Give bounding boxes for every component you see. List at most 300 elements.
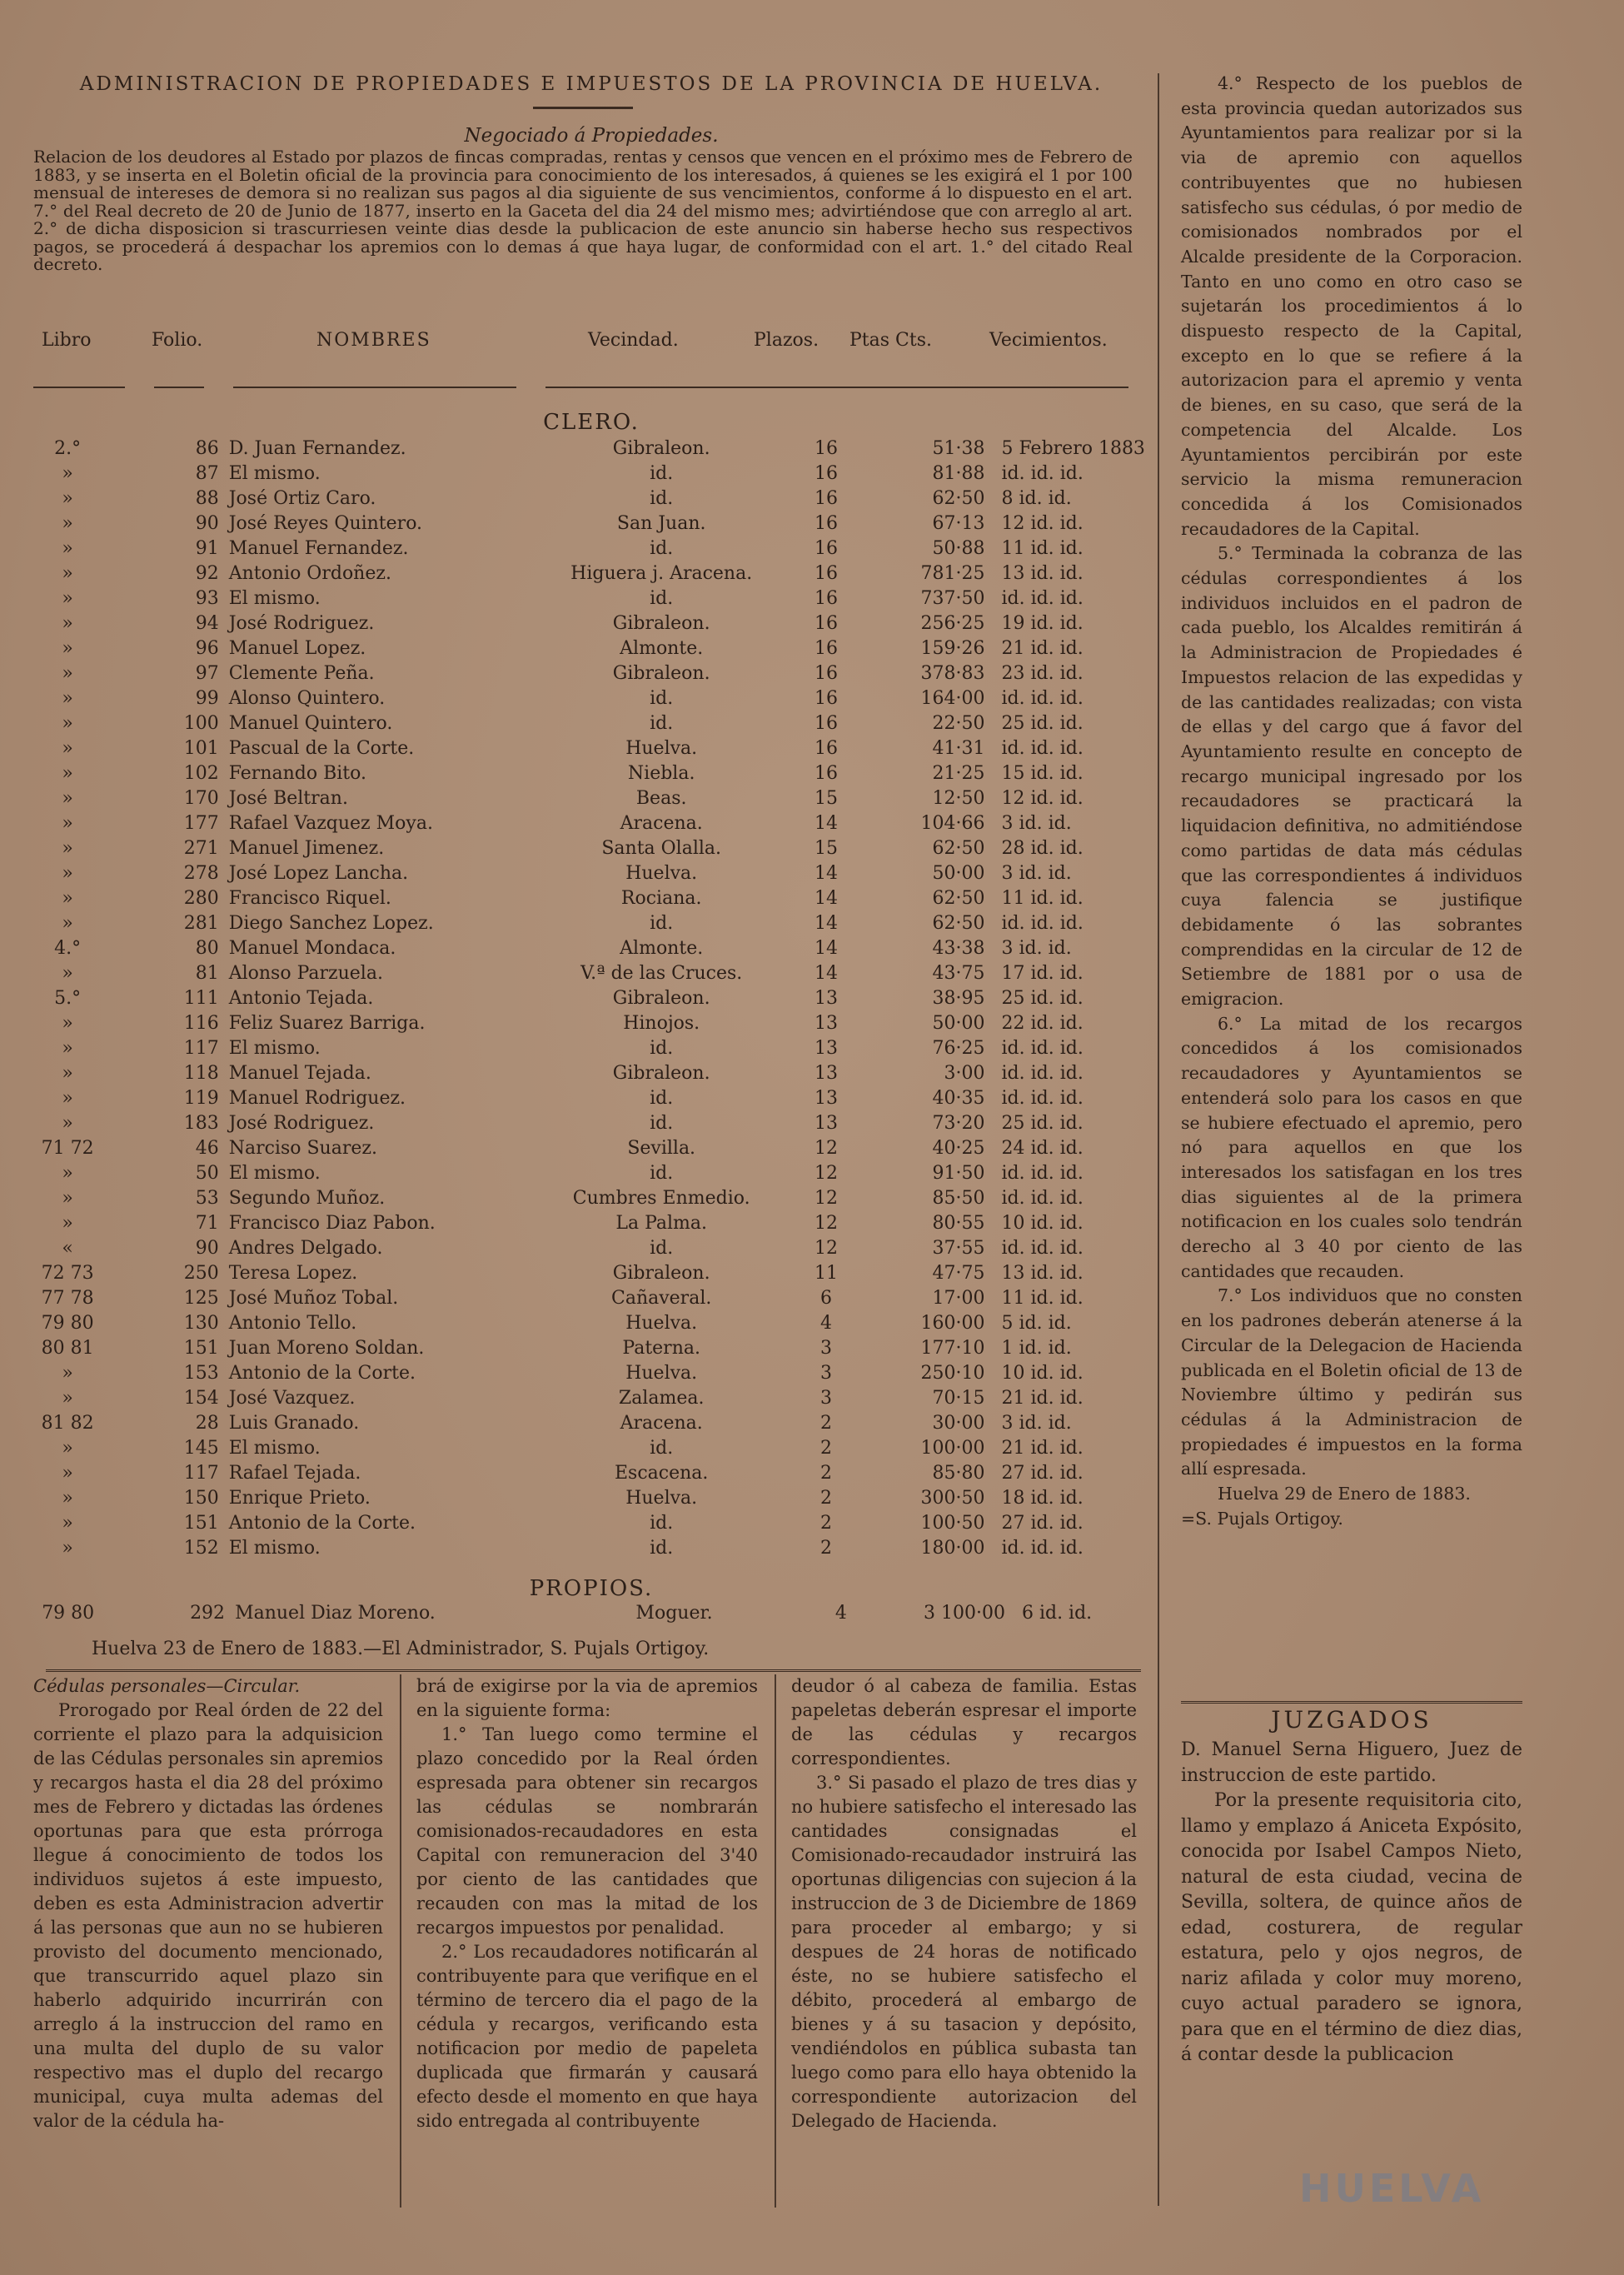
cell-pesetas: 80·55 — [932, 1213, 985, 1234]
cell-vencimiento: 5 id. id. — [1001, 1313, 1072, 1334]
cell-folio: 152 — [183, 1538, 219, 1559]
cell-vecindad: Niebla. — [627, 763, 695, 784]
cell-pesetas: 40·25 — [932, 1138, 985, 1159]
cell-folio: 87 — [195, 463, 219, 484]
cell-folio: 250 — [183, 1263, 219, 1284]
cell-folio: 80 — [195, 938, 219, 959]
header-rule — [233, 387, 516, 388]
table-row — [33, 1186, 1145, 1211]
cell-folio: 91 — [195, 538, 219, 559]
cell-folio: 97 — [195, 663, 219, 684]
cell-folio: 96 — [195, 638, 219, 659]
cell-plazos: 14 — [814, 938, 839, 959]
cell-vecindad: Paterna. — [622, 1338, 700, 1359]
cell-pesetas: 43·75 — [932, 963, 985, 984]
cell-nombre: Juan Moreno Soldan. — [228, 1338, 425, 1359]
cell-vencimiento: 17 id. id. — [1001, 963, 1083, 984]
cell-vecindad: id. — [650, 1088, 674, 1109]
cell-vecindad: Beas. — [635, 788, 687, 809]
cell-plazos: 14 — [814, 863, 839, 884]
cell-libro: » — [62, 1163, 73, 1184]
cell-plazos: 3 — [820, 1338, 833, 1359]
cell-vecindad: id. — [650, 1538, 674, 1559]
cell-nombre: Antonio Ordoñez. — [228, 563, 391, 584]
cell-nombre: Antonio de la Corte. — [228, 1513, 416, 1534]
cell-vencimiento: 3 id. id. — [1001, 813, 1072, 834]
right-paragraph: 4.° Respecto de los pueblos de esta provincia quedan autorizados sus Ayuntamientos para realizar por si la via de apremio con aquellos contribuyentes que no hubiesen satisfecho sus cédulas, ó por medio de comisionados nombrados por el Alcalde presidente de la Corporacion. Tanto en uno como en otro caso se sujetarán los procedimientos á lo dispuesto respecto de la Capital, excepto en lo que se refiere á la autorizacion para el apremio y venta de bienes, en su caso, que será de la competencia del Alcalde. Los Ayuntamientos percibirán por este servicio la misma remuneracion concedida á los Comisionados recaudadores de la Capital. — [1181, 73, 1522, 539]
cell-nombre: El mismo. — [228, 588, 321, 609]
cell-plazos: 2 — [820, 1488, 833, 1509]
cell-folio: 154 — [183, 1388, 219, 1409]
section-divider — [1181, 1701, 1522, 1704]
cell-plazos: 16 — [814, 638, 839, 659]
cell-vencimiento: 21 id. id. — [1001, 638, 1083, 659]
cell-plazos: 16 — [814, 688, 839, 709]
cell-pesetas: 100·50 — [920, 1513, 985, 1534]
cell-pesetas: 62·50 — [932, 488, 985, 509]
cell-vencimiento: 19 id. id. — [1001, 613, 1083, 634]
cell-pesetas: 41·31 — [932, 738, 985, 759]
cell-vecindad: id. — [650, 588, 674, 609]
cell-folio: 81 — [195, 963, 219, 984]
cell-pesetas: 100·00 — [920, 1438, 985, 1459]
table-row — [33, 811, 1145, 836]
cell-vencimiento: id. id. id. — [1001, 1163, 1083, 1184]
table-row — [33, 611, 1145, 636]
table-row — [33, 1511, 1145, 1536]
debtors-table — [33, 437, 1145, 1561]
cell-vencimiento: 11 id. id. — [1001, 1288, 1083, 1309]
cell-libro: 80 81 — [41, 1338, 94, 1359]
cell-plazos: 16 — [814, 513, 839, 534]
cell-folio: 53 — [195, 1188, 219, 1209]
table-row — [33, 686, 1145, 711]
table-row — [33, 736, 1145, 761]
cell-plazos: 16 — [814, 463, 839, 484]
cell-pesetas: 737·50 — [920, 588, 985, 609]
juzgados-body: Por la presente requisitoria cito, llamo y emplazo á Aniceta Expósito, conocida por Isabel Campos Nieto, natural de esta ciudad, vecina de Sevilla, soltera, de quince años de edad, costurera, de regular estatura, pelo y ojos negros, de nariz afilada y color muy moreno, cuyo actual paradero se ignora, para que en el término de diez dias, á contar desde la publicacion — [1181, 1790, 1522, 2065]
table-row — [33, 761, 1145, 786]
cell-nombre: Manuel Quintero. — [228, 713, 393, 734]
cedulas-text: Prorogado por Real órden de 22 del corriente el plazo para la adquisicion de las Cédulas personales sin apremios y recargos hasta el dia 28 del próximo mes de Febrero y dictadas las órdenes oportunas para que esta prórroga llegue á conocimiento de todos los individuos sujetos á este impuesto, deben es esta Administracion advertir á las personas que aun no se hubieren provisto del documento mencionado, que transcurrido aquel plazo sin haberlo adquirido incurrirán con arreglo á la instruccion del ramo en una multa del duplo de su valor respectivo mas el duplo del recargo municipal, cuya multa ademas del valor de la cédula ha- — [33, 1700, 383, 2131]
cell-pesetas: 3 100·00 — [923, 1603, 1005, 1624]
cell-pesetas: 12·50 — [932, 788, 985, 809]
cell-vencimiento: id. id. id. — [1001, 1188, 1083, 1209]
cell-libro: » — [62, 813, 73, 834]
cell-vencimiento: 12 id. id. — [1001, 788, 1083, 809]
cell-vecindad: Moguer. — [635, 1603, 713, 1624]
table-row — [33, 561, 1145, 586]
cell-vecindad: Gibraleon. — [612, 663, 710, 684]
juzgados-heading: JUZGADOS — [1271, 1706, 1432, 1734]
cell-pesetas: 38·95 — [932, 988, 985, 1009]
cell-pesetas: 37·55 — [932, 1238, 985, 1259]
header-ptas: Ptas Cts. — [849, 330, 932, 351]
cell-plazos: 13 — [814, 988, 839, 1009]
cell-nombre: Narciso Suarez. — [228, 1138, 377, 1159]
cell-vecindad: Gibraleon. — [612, 1263, 710, 1284]
cedulas-column-1 — [33, 1674, 383, 2133]
column-separator — [400, 1674, 401, 2208]
table-row — [33, 911, 1145, 936]
table-row — [33, 1161, 1145, 1186]
cell-folio: 292 — [190, 1603, 226, 1624]
cell-nombre: Rafael Tejada. — [228, 1463, 361, 1484]
cell-libro: » — [62, 1388, 73, 1409]
header-nombres: NOMBRES — [316, 330, 431, 351]
title-rule — [533, 107, 633, 109]
intro-paragraph: Relacion de los deudores al Estado por plazos de fincas compradas, rentas y censos que vencen en el próximo mes de Febrero de 1883, y se inserta en el Boletin oficial de la provincia para conocimiento de los interesados, á quienes se les exigirá el 1 por 100 mensual de intereses de demora si no realizan sus pagos al dia siguiente de sus vencimientos, conforme á lo dispuesto en el art. 7.° del Real decreto de 20 de Junio de 1877, inserto en la Gaceta del dia 24 del mismo mes; advirtiéndose que con arreglo al art. 2.° de dicha disposicion si trascurriesen veinte dias desde la publicacion de este anuncio sin haberse hecho sus respectivos pagos, se procederá á despachar los apremios con lo demas á que haya lugar, de conformidad con el art. 1.° del citado Real decreto. — [33, 147, 1133, 274]
cell-libro: » — [62, 638, 73, 659]
cell-pesetas: 76·25 — [932, 1038, 985, 1059]
cell-folio: 101 — [183, 738, 219, 759]
cell-libro: 72 73 — [41, 1263, 94, 1284]
cell-libro: 5.° — [54, 988, 82, 1009]
table-row — [33, 1061, 1145, 1086]
cell-vecindad: La Palma. — [615, 1213, 708, 1234]
table-row — [33, 1111, 1145, 1136]
cell-plazos: 16 — [814, 738, 839, 759]
table-row — [33, 511, 1145, 536]
cell-vecindad: Escacena. — [614, 1463, 709, 1484]
cell-pesetas: 81·88 — [932, 463, 985, 484]
cell-nombre: Manuel Rodriguez. — [228, 1088, 406, 1109]
cell-vencimiento: 3 id. id. — [1001, 1413, 1072, 1434]
cell-folio: 86 — [195, 438, 219, 459]
table-row — [33, 786, 1145, 811]
cell-libro: » — [62, 613, 73, 634]
header-rule — [545, 387, 1128, 388]
cell-libro: » — [62, 1463, 73, 1484]
cell-nombre: Manuel Fernandez. — [228, 538, 409, 559]
cell-vencimiento: 12 id. id. — [1001, 513, 1083, 534]
cell-vencimiento: 13 id. id. — [1001, 1263, 1083, 1284]
cell-folio: 93 — [195, 588, 219, 609]
cell-nombre: D. Juan Fernandez. — [228, 438, 406, 459]
header-plazos: Plazos. — [754, 330, 819, 351]
cell-folio: 50 — [195, 1163, 219, 1184]
table-row — [33, 1211, 1145, 1236]
cell-libro: 77 78 — [41, 1288, 94, 1309]
cell-nombre: Feliz Suarez Barriga. — [228, 1013, 426, 1034]
header-vencimientos: Vecimientos. — [989, 330, 1108, 351]
juzgados-text — [1181, 1738, 1522, 2068]
cell-nombre: Segundo Muñoz. — [228, 1188, 386, 1209]
cell-vencimiento: id. id. id. — [1001, 913, 1083, 934]
cell-nombre: El mismo. — [228, 1163, 321, 1184]
cell-plazos: 2 — [820, 1438, 833, 1459]
cell-plazos: 16 — [814, 538, 839, 559]
cell-vecindad: Rociana. — [620, 888, 702, 909]
cell-nombre: Manuel Diaz Moreno. — [235, 1603, 436, 1624]
cell-vencimiento: 5 Febrero 1883 — [1001, 438, 1145, 459]
cell-plazos: 16 — [814, 563, 839, 584]
cell-folio: 90 — [195, 1238, 219, 1259]
table-row — [33, 1311, 1145, 1336]
cell-plazos: 11 — [814, 1263, 839, 1284]
cell-libro: » — [62, 1013, 73, 1034]
table-row — [33, 986, 1145, 1011]
cell-plazos: 13 — [814, 1013, 839, 1034]
right-column — [1181, 72, 1522, 1531]
cell-vencimiento: 3 id. id. — [1001, 938, 1072, 959]
cell-plazos: 2 — [820, 1538, 833, 1559]
cell-folio: 145 — [183, 1438, 219, 1459]
cell-pesetas: 85·50 — [932, 1188, 985, 1209]
cell-folio: 117 — [183, 1038, 219, 1059]
cell-pesetas: 70·15 — [932, 1388, 985, 1409]
cell-libro: » — [62, 1113, 73, 1134]
cell-pesetas: 22·50 — [932, 713, 985, 734]
cell-libro: » — [62, 788, 73, 809]
debtors-table-propios — [33, 1601, 1145, 1626]
cell-vecindad: id. — [650, 1163, 674, 1184]
right-paragraph: 7.° Los individuos que no consten en los padrones deberán atenerse á la Circular de la Delegacion de Hacienda publicada en el Boletin oficial de 13 de Noviembre último y pedirán sus cédulas á la Administracion de propiedades é impuestos en la forma allí espresada. — [1181, 1285, 1522, 1479]
cell-nombre: José Rodriguez. — [228, 1113, 375, 1134]
cell-plazos: 13 — [814, 1038, 839, 1059]
cell-vencimiento: id. id. id. — [1001, 1088, 1083, 1109]
cell-folio: 278 — [183, 863, 219, 884]
cell-libro: » — [62, 663, 73, 684]
cell-nombre: José Reyes Quintero. — [228, 513, 423, 534]
cell-nombre: El mismo. — [228, 1538, 321, 1559]
cell-vencimiento: id. id. id. — [1001, 1238, 1083, 1259]
cell-vecindad: Huelva. — [625, 738, 698, 759]
cell-plazos: 15 — [814, 838, 839, 859]
cell-pesetas: 160·00 — [920, 1313, 985, 1334]
cell-libro: » — [62, 963, 73, 984]
cell-nombre: Teresa Lopez. — [228, 1263, 358, 1284]
cell-nombre: José Lopez Lancha. — [228, 863, 409, 884]
table-row — [33, 1436, 1145, 1461]
table-row — [33, 536, 1145, 561]
cell-nombre: Francisco Riquel. — [228, 888, 391, 909]
cell-plazos: 14 — [814, 913, 839, 934]
cell-vecindad: Hinojos. — [623, 1013, 700, 1034]
cell-vencimiento: 13 id. id. — [1001, 563, 1083, 584]
cell-vecindad: id. — [650, 488, 674, 509]
table-row — [33, 1336, 1145, 1361]
header-vecindad: Vecindad. — [588, 330, 679, 351]
cell-pesetas: 250·10 — [920, 1363, 985, 1384]
cell-vencimiento: id. id. id. — [1001, 463, 1083, 484]
right-paragraph: 6.° La mitad de los recargos concedidos á los comisionados recaudadores y Ayuntamientos se entenderá solo para los casos en que se hubiere efectuado el apremio, pero nó para aquellos en que los interesados los satisfagan en los tres dias siguientes al de la primera notificacion en los cuales solo tendrán derecho al 3 40 por ciento de las cantidades que recauden. — [1181, 1013, 1522, 1281]
cell-pesetas: 50·00 — [932, 1013, 985, 1034]
cell-vencimiento: 3 id. id. — [1001, 863, 1072, 884]
cell-libro: » — [62, 1188, 73, 1209]
right-date: Huelva 29 de Enero de 1883. — [1218, 1484, 1471, 1504]
cell-libro: 2.° — [54, 438, 82, 459]
header-rule — [33, 387, 125, 388]
cell-vecindad: id. — [650, 538, 674, 559]
cell-vecindad: id. — [650, 1038, 674, 1059]
cell-pesetas: 17·00 — [932, 1288, 985, 1309]
table-footer: Huelva 23 de Enero de 1883.—El Administrador, S. Pujals Ortigoy. — [92, 1639, 710, 1659]
cell-libro: 79 80 — [42, 1603, 95, 1624]
cell-nombre: Manuel Jimenez. — [228, 838, 385, 859]
cell-folio: 99 — [195, 688, 219, 709]
cell-nombre: José Rodriguez. — [228, 613, 375, 634]
cell-libro: » — [62, 488, 73, 509]
cell-vencimiento: id. id. id. — [1001, 1538, 1083, 1559]
cell-libro: » — [62, 688, 73, 709]
cell-vecindad: Huelva. — [625, 1488, 698, 1509]
cell-libro: » — [62, 763, 73, 784]
cell-pesetas: 51·38 — [932, 438, 985, 459]
cell-libro: » — [62, 538, 73, 559]
table-row — [33, 1386, 1145, 1411]
library-stamp: HUELVA — [1299, 2166, 1485, 2211]
cell-pesetas: 91·50 — [932, 1163, 985, 1184]
cell-vecindad: San Juan. — [616, 513, 706, 534]
cell-vencimiento: id. id. id. — [1001, 738, 1083, 759]
cell-folio: 281 — [183, 913, 219, 934]
table-row — [33, 486, 1145, 511]
cell-nombre: José Beltran. — [228, 788, 348, 809]
table-row — [33, 661, 1145, 686]
cedulas-text: 3.° Si pasado el plazo de tres dias y no hubiere satisfecho el interesado las cantidades consignadas el Comisionado-recaudador instruirá las oportunas diligencias con sujecion á la instruccion de 3 de Diciembre de 1869 para proceder al embargo; y si despues de 24 horas de notificado éste, no se hubiere satisfecho el débito, procederá al embargo de bienes y á su tasacion y depósito, vendiéndolos en pública subasta tan luego como para ello haya obtenido la correspondiente autorizacion del Delegado de Hacienda. — [791, 1773, 1137, 2131]
cell-nombre: Luis Granado. — [228, 1413, 360, 1434]
right-signature: =S. Pujals Ortigoy. — [1181, 1508, 1343, 1529]
table-row — [33, 1236, 1145, 1261]
cell-libro: » — [62, 463, 73, 484]
cell-libro: 71 72 — [41, 1138, 94, 1159]
cell-vencimiento: id. id. id. — [1001, 688, 1083, 709]
cell-pesetas: 62·50 — [932, 913, 985, 934]
cell-libro: » — [62, 1213, 73, 1234]
cell-vencimiento: 21 id. id. — [1001, 1388, 1083, 1409]
header-folio: Folio. — [152, 330, 203, 351]
cell-pesetas: 43·38 — [932, 938, 985, 959]
cell-pesetas: 781·25 — [920, 563, 985, 584]
cell-vencimiento: 27 id. id. — [1001, 1463, 1083, 1484]
table-row — [33, 1086, 1145, 1111]
cell-plazos: 13 — [814, 1063, 839, 1084]
cell-vencimiento: 10 id. id. — [1001, 1213, 1083, 1234]
cell-vencimiento: 11 id. id. — [1001, 538, 1083, 559]
cell-pesetas: 21·25 — [932, 763, 985, 784]
cell-nombre: Manuel Mondaca. — [228, 938, 396, 959]
cell-pesetas: 50·88 — [932, 538, 985, 559]
cell-plazos: 4 — [820, 1313, 833, 1334]
cedulas-text: 2.° Los recaudadores notificarán al contribuyente para que verifique en el término de tercero dia el pago de la cédula y recargos, verificando esta notificacion por medio de papeleta duplicada que firmarán y causará efecto desde el momento en que haya sido entregada al contribuyente — [416, 1942, 758, 2131]
cell-nombre: Diego Sanchez Lopez. — [228, 913, 434, 934]
cell-nombre: Manuel Tejada. — [228, 1063, 371, 1084]
cell-libro: » — [62, 513, 73, 534]
cell-nombre: José Ortiz Caro. — [228, 488, 376, 509]
table-row — [33, 936, 1145, 961]
cell-vencimiento: 24 id. id. — [1001, 1138, 1083, 1159]
cell-libro: » — [62, 1038, 73, 1059]
cell-vecindad: id. — [650, 713, 674, 734]
table-row — [33, 886, 1145, 911]
cell-vencimiento: 8 id. id. — [1001, 488, 1072, 509]
cell-pesetas: 50·00 — [932, 863, 985, 884]
cell-folio: 150 — [183, 1488, 219, 1509]
cell-nombre: José Vazquez. — [228, 1388, 356, 1409]
table-row — [33, 1601, 1145, 1626]
cell-folio: 170 — [183, 788, 219, 809]
cell-pesetas: 47·75 — [932, 1263, 985, 1284]
cell-plazos: 3 — [820, 1388, 833, 1409]
cell-vecindad: id. — [650, 1238, 674, 1259]
cell-vecindad: Sevilla. — [627, 1138, 696, 1159]
cell-plazos: 2 — [820, 1413, 833, 1434]
cell-vencimiento: 15 id. id. — [1001, 763, 1083, 784]
page-subtitle: Negociado á Propiedades. — [464, 125, 719, 147]
cell-vencimiento: 6 id. id. — [1021, 1603, 1093, 1624]
cell-vecindad: Cumbres Enmedio. — [572, 1188, 750, 1209]
cell-nombre: El mismo. — [228, 1038, 321, 1059]
table-row — [33, 1536, 1145, 1561]
section-propios: PROPIOS. — [529, 1576, 654, 1601]
header-rule — [154, 387, 204, 388]
cell-vecindad: Gibraleon. — [612, 1063, 710, 1084]
cell-vencimiento: id. id. id. — [1001, 588, 1083, 609]
table-row — [33, 636, 1145, 661]
cell-plazos: 3 — [820, 1363, 833, 1384]
cell-vecindad: Gibraleon. — [612, 438, 710, 459]
cell-pesetas: 164·00 — [920, 688, 985, 709]
cell-pesetas: 256·25 — [920, 613, 985, 634]
cell-vencimiento: 22 id. id. — [1001, 1013, 1083, 1034]
cell-vencimiento: 25 id. id. — [1001, 1113, 1083, 1134]
cell-folio: 111 — [183, 988, 219, 1009]
cell-nombre: Alonso Parzuela. — [228, 963, 383, 984]
header-libro: Libro — [42, 330, 92, 351]
cell-vecindad: id. — [650, 688, 674, 709]
cell-libro: 81 82 — [41, 1413, 94, 1434]
cell-nombre: El mismo. — [228, 1438, 321, 1459]
cell-libro: « — [62, 1238, 73, 1259]
cell-folio: 88 — [195, 488, 219, 509]
cell-pesetas: 300·50 — [920, 1488, 985, 1509]
cell-folio: 151 — [183, 1338, 219, 1359]
cedulas-column-3 — [791, 1674, 1137, 2133]
cell-folio: 177 — [183, 813, 219, 834]
cell-libro: » — [62, 563, 73, 584]
cell-pesetas: 62·50 — [932, 888, 985, 909]
page-title: ADMINISTRACION DE PROPIEDADES E IMPUESTOS DE LA PROVINCIA DE HUELVA. — [79, 73, 1103, 95]
cell-plazos: 12 — [814, 1163, 839, 1184]
cell-nombre: Andres Delgado. — [228, 1238, 383, 1259]
cell-vecindad: Gibraleon. — [612, 988, 710, 1009]
cell-plazos: 16 — [814, 713, 839, 734]
cell-folio: 100 — [183, 713, 219, 734]
cell-pesetas: 3·00 — [944, 1063, 985, 1084]
cell-pesetas: 159·26 — [920, 638, 985, 659]
cell-folio: 117 — [183, 1463, 219, 1484]
cell-vencimiento: 11 id. id. — [1001, 888, 1083, 909]
cell-plazos: 16 — [814, 663, 839, 684]
table-row — [33, 1011, 1145, 1036]
cell-folio: 71 — [195, 1213, 219, 1234]
cell-libro: » — [62, 1488, 73, 1509]
cell-vecindad: Aracena. — [620, 1413, 703, 1434]
cell-nombre: Alonso Quintero. — [228, 688, 386, 709]
cell-nombre: Manuel Lopez. — [228, 638, 366, 659]
cell-libro: » — [62, 838, 73, 859]
cell-folio: 90 — [195, 513, 219, 534]
cell-nombre: Francisco Diaz Pabon. — [228, 1213, 436, 1234]
table-row — [33, 461, 1145, 486]
cell-plazos: 4 — [834, 1603, 847, 1624]
right-paragraph: 5.° Terminada la cobranza de las cédulas correspondientes á los individuos incluidos en el padron de cada pueblo, los Alcaldes remitirán á la Administracion de Propiedades é Impuestos relacion de las expedidas y de las cantidades realizadas; con vista de ellas y del cargo que á favor del Ayuntamiento resulte en concepto de recargo municipal ingresado por los recaudadores se practicará la liquidacion definitiva, no admitiéndose como partidas de data más cédulas que las correspondientes á individuos cuya falencia se justifique debidamente ó las sobrantes comprendidas en la circular de 12 de Setiembre de 1881 por o usa de emigracion. — [1181, 543, 1522, 1010]
cell-libro: » — [62, 1063, 73, 1084]
cell-vecindad: Cañaveral. — [611, 1288, 712, 1309]
table-row — [33, 1361, 1145, 1386]
cell-folio: 28 — [195, 1413, 219, 1434]
